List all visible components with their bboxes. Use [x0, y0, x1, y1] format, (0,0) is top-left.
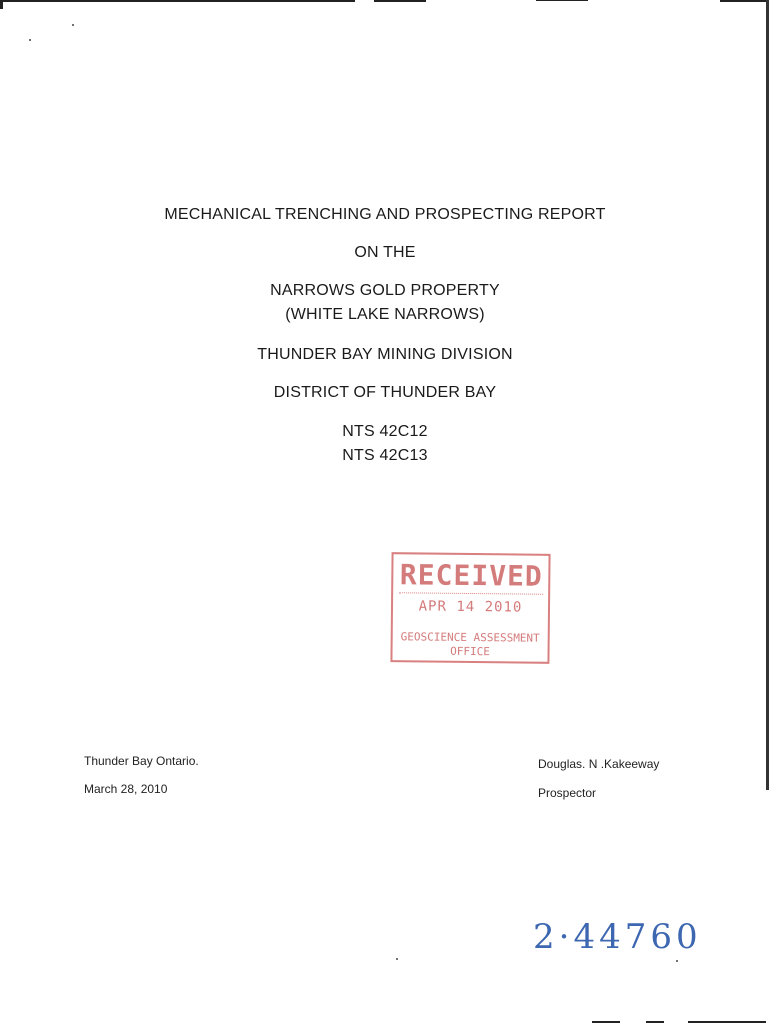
scan-speck [29, 39, 31, 41]
mining-division: THUNDER BAY MINING DIVISION [257, 346, 513, 363]
scan-edge-line [374, 0, 426, 2]
report-title: MECHANICAL TRENCHING AND PROSPECTING REPORT [164, 206, 606, 223]
scan-edge-line [0, 0, 355, 2]
district: DISTRICT OF THUNDER BAY [273, 384, 497, 401]
scan-speck [72, 24, 74, 26]
title-connector: ON THE [354, 244, 416, 261]
received-stamp [390, 552, 550, 664]
nts-sheet: NTS 42C12 [342, 423, 428, 440]
stamp-date: APR 14 2010 [418, 598, 523, 616]
scan-edge-line [536, 0, 588, 1]
author-name: Douglas. N .Kakeeway [538, 757, 660, 771]
nts-sheet: NTS 42C13 [342, 447, 428, 464]
property-name: NARROWS GOLD PROPERTY [270, 282, 500, 299]
report-location: Thunder Bay Ontario. [84, 754, 199, 768]
scan-edge-line [720, 0, 766, 2]
report-title-block [0, 203, 770, 468]
scan-speck [396, 958, 398, 960]
scan-speck [676, 960, 678, 962]
assessment-file-number: 2·44760 [533, 917, 702, 957]
scan-edge-line [0, 0, 3, 9]
property-alias: (WHITE LAKE NARROWS) [285, 306, 485, 323]
stamp-heading: RECEIVED [399, 558, 543, 595]
scan-edge-line [646, 1021, 664, 1023]
stamp-office-line: OFFICE [450, 644, 490, 659]
report-date: March 28, 2010 [84, 782, 168, 796]
scan-edge-line [592, 1021, 620, 1023]
stamp-office-line: GEOSCIENCE ASSESSMENT [400, 630, 540, 645]
stamp-office [392, 630, 547, 660]
author-role: Prospector [538, 786, 597, 800]
scan-edge-line [688, 1021, 766, 1023]
